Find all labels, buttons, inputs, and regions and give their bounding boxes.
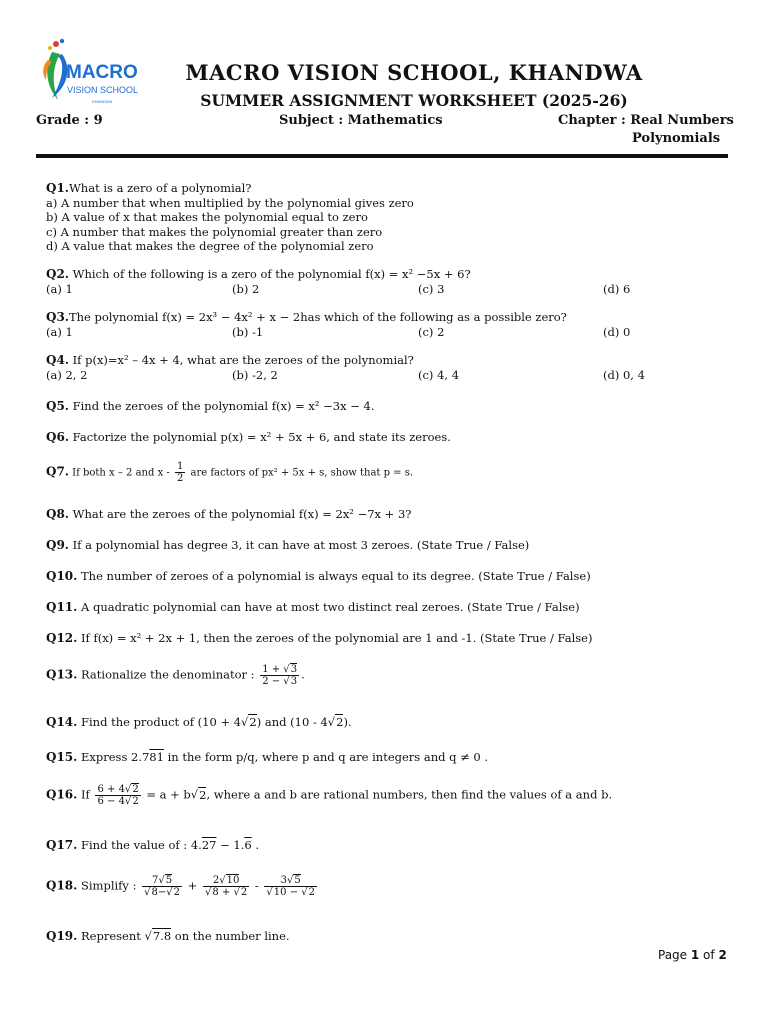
question-number: Q9. <box>46 538 69 552</box>
option-d: (d) 6 <box>603 282 631 296</box>
question-text-end: , where a and b are rational numbers, then find the values of a and b. <box>206 787 613 802</box>
question-text-end: are factors of px² + 5x + s, show that p = s. <box>187 467 414 479</box>
logo-text-city: KHANDWA <box>92 99 113 104</box>
question-3 <box>46 310 567 325</box>
chapter-label-line2: Polynomials <box>632 131 721 146</box>
question-text: Rationalize the denominator : <box>77 667 259 682</box>
question-number: Q6. <box>46 430 69 444</box>
question-number: Q16. <box>46 787 78 802</box>
option-c: (c) 2 <box>418 325 445 339</box>
question-19 <box>46 929 290 944</box>
question-16 <box>46 784 612 807</box>
worksheet-title: SUMMER ASSIGNMENT WORKSHEET (2025-26) <box>200 91 628 110</box>
option-c: c) A number that makes the polynomial greater than zero <box>46 224 383 239</box>
question-text: Find the product of (10 + 4√ <box>77 715 249 729</box>
question-13 <box>46 664 305 687</box>
question-text-mid: = a + b√ <box>142 787 199 802</box>
question-number: Q17. <box>46 838 78 852</box>
repeating-digits: 81 <box>149 750 164 764</box>
chapter-label: Chapter : Real Numbers <box>558 113 734 128</box>
question-text: If p(x)=x² – 4x + 4, what are the zeroes of the polynomial? <box>68 353 414 367</box>
question-text: If a polynomial has degree 3, it can have at most 3 zeroes. (State True / False) <box>68 538 530 552</box>
question-text: If f(x) = x² + 2x + 1, then the zeroes of the polynomial are 1 and -1. (State True / False) <box>77 631 593 645</box>
question-9 <box>46 538 529 553</box>
question-text-end: . <box>251 838 260 852</box>
question-7 <box>46 461 413 484</box>
option-d: (d) 0 <box>603 325 631 339</box>
question-text: If both x – 2 and x - <box>68 467 173 479</box>
fraction: $\frac{1}{2}$ <box>176 461 184 484</box>
radicand: 2 <box>199 787 207 802</box>
question-text: What is a zero of a polynomial? <box>68 181 252 195</box>
question-number: Q3. <box>46 310 69 324</box>
question-number: Q19. <box>46 929 78 943</box>
question-number: Q5. <box>46 399 69 413</box>
subject-label: Subject : Mathematics <box>279 113 443 128</box>
question-number: Q7. <box>46 464 69 479</box>
fraction: $\frac{6 + 4√2}{6 - 4√2}$ <box>97 784 139 807</box>
question-number: Q2. <box>46 267 69 281</box>
question-number: Q18. <box>46 878 78 893</box>
operator: + <box>187 878 198 893</box>
question-text: What are the zeroes of the polynomial f(x) = 2x² −7x + 3? <box>68 507 412 521</box>
question-8 <box>46 507 411 522</box>
option-b: (b) 2 <box>232 282 260 296</box>
question-text: If <box>77 787 94 802</box>
option-a: a) A number that when multiplied by the polynomial gives zero <box>46 195 414 210</box>
school-name: MACRO VISION SCHOOL, KHANDWA <box>185 60 643 85</box>
logo-text-main: MACRO <box>66 62 138 83</box>
question-text-end: . <box>301 667 305 682</box>
fraction-2: $\frac{2√10}{√8 + √2}$ <box>204 875 248 898</box>
question-number: Q15. <box>46 750 78 764</box>
repeating-digits: 6 <box>244 838 252 852</box>
option-a: (a) 1 <box>46 325 73 339</box>
option-a: (a) 1 <box>46 282 73 296</box>
question-text-end: on the number line. <box>171 929 290 943</box>
question-4 <box>46 353 414 368</box>
question-14 <box>46 715 352 730</box>
question-text: The polynomial f(x) = 2x³ − 4x² + x − 2has which of the following as a possible zero? <box>68 310 567 324</box>
question-text-mid: ) and (10 - 4√ <box>256 715 336 729</box>
question-text: Simplify : <box>77 878 141 893</box>
question-text: Factorize the polynomial p(x) = x² + 5x + 6, and state its zeroes. <box>68 430 451 444</box>
question-text: Express 2.7 <box>77 750 150 764</box>
repeating-digits: 27 <box>201 838 217 852</box>
question-5 <box>46 399 375 414</box>
question-number: Q11. <box>46 600 78 614</box>
question-10 <box>46 569 591 584</box>
option-b: b) A value of x that makes the polynomial equal to zero <box>46 210 368 224</box>
question-number: Q8. <box>46 507 69 521</box>
question-number: Q10. <box>46 569 78 583</box>
fraction-1: $\frac{7√5}{√8-√2}$ <box>144 875 181 898</box>
question-2 <box>46 267 471 282</box>
question-text: A quadratic polynomial can have at most two distinct real zeroes. (State True / False) <box>77 600 580 614</box>
question-number: Q12. <box>46 631 78 645</box>
question-number: Q14. <box>46 715 78 729</box>
option-d: (d) 0, 4 <box>603 368 645 382</box>
fraction-3: $\frac{3√5}{√10 - √2}$ <box>266 875 315 898</box>
option-c: (c) 3 <box>418 282 445 296</box>
radicand: 2 <box>249 715 257 729</box>
question-17 <box>46 838 259 853</box>
option-b: (b) -1 <box>232 325 264 339</box>
question-18 <box>46 875 319 898</box>
question-text-end: in the form p/q, where p and q are integers and q ≠ 0 . <box>163 750 489 764</box>
option-a: (a) 2, 2 <box>46 368 88 382</box>
question-12 <box>46 631 592 646</box>
question-text: Represent √ <box>77 929 152 943</box>
option-d: d) A value that makes the degree of the polynomial zero <box>46 239 374 253</box>
option-b: (b) -2, 2 <box>232 368 278 382</box>
header-divider <box>36 154 728 158</box>
question-number: Q1. <box>46 181 69 195</box>
radicand: 2 <box>336 715 344 729</box>
question-number: Q13. <box>46 667 78 682</box>
question-number: Q4. <box>46 353 69 367</box>
logo-text-sub: VISION SCHOOL <box>67 85 139 95</box>
question-6 <box>46 430 451 445</box>
grade-label: Grade : 9 <box>36 113 103 128</box>
question-text: Find the value of : 4. <box>77 838 202 852</box>
question-1 <box>46 181 414 254</box>
question-text: Find the zeroes of the polynomial f(x) = x² −3x − 4. <box>68 399 375 413</box>
operator: - <box>254 878 259 893</box>
question-text-end: ). <box>343 715 352 729</box>
question-text: The number of zeroes of a polynomial is always equal to its degree. (State True / False) <box>77 569 591 583</box>
question-text-mid: − 1. <box>216 838 245 852</box>
option-c: (c) 4, 4 <box>418 368 460 382</box>
question-text: Which of the following is a zero of the polynomial f(x) = x² −5x + 6? <box>68 267 471 281</box>
fraction: $\frac{1 + √3}{2 - √3}$ <box>262 664 298 687</box>
radicand: 7.8 <box>152 929 172 943</box>
question-11 <box>46 600 580 615</box>
page-number: Page 1 of 2 <box>658 948 727 962</box>
question-15 <box>46 750 488 765</box>
